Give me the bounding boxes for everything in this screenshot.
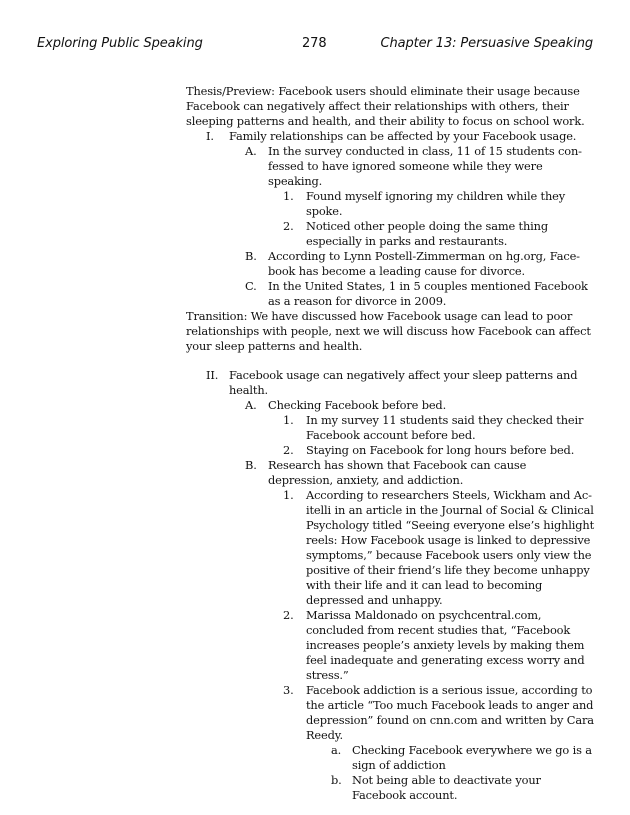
detail-ii-b-3 <box>283 683 594 743</box>
detail-i-a-1 <box>283 189 594 219</box>
detail-ii-b-2 <box>283 608 594 683</box>
detail-ii-a-2-text: Staying on Facebook for long hours before bed. <box>306 443 575 457</box>
detail-ii-b-1-text: According to researchers Steels, Wickham and Acitelli in an article in the Journal of Social & Clinical Psychology titled “Seeing everyone else’s highlight reels: How Facebook usage is linked to depressive symptoms,” because Facebook users only view the positive of their friend’s life they become unhappy with their life and it can lead to becoming depressed and unhappy. <box>306 488 595 607</box>
subpoint-ii-a <box>245 398 594 413</box>
detail-ii-b-1 <box>283 488 594 608</box>
subpoint-ii-a-text: Checking Facebook before bed. <box>268 398 447 412</box>
main-point-ii <box>206 368 594 398</box>
running-header-book-title: Exploring Public Speaking <box>37 36 203 51</box>
running-header-chapter: Chapter 13: Persuasive Speaking <box>380 36 593 51</box>
detail-ii-b-3-marker: 3. <box>283 683 294 697</box>
subpoint-i-a-text: In the survey conducted in class, 11 of 15 students confessed to have ignored someone while they were speaking. <box>268 144 583 188</box>
detail-i-a-2-marker: 2. <box>283 219 294 233</box>
subpoint-i-b <box>245 249 594 279</box>
detail-ii-b-2-text: Marissa Maldonado on psychcentral.com, concluded from recent studies that, “Facebook increases people’s anxiety levels by making them feel inadequate and generating excess worry and stress.” <box>306 608 585 682</box>
detail-ii-b-3-b-marker: b. <box>331 773 342 787</box>
transition-statement: Transition: We have discussed how Facebook usage can lead to poor relationships with people, next we will discuss how Facebook can affect your sleep patterns and health. <box>186 309 591 353</box>
detail-ii-b-2-marker: 2. <box>283 608 294 622</box>
paragraph-gap <box>186 354 594 368</box>
main-point-ii-text: Facebook usage can negatively affect your sleep patterns and health. <box>229 368 578 397</box>
detail-ii-b-3-a-text: Checking Facebook everywhere we go is a sign of addiction <box>352 743 592 772</box>
detail-ii-a-2-marker: 2. <box>283 443 294 457</box>
detail-i-a-2-text: Noticed other people doing the same thing especially in parks and restaurants. <box>306 219 548 248</box>
subpoint-ii-b-text: Research has shown that Facebook can cause depression, anxiety, and addiction. <box>268 458 527 487</box>
detail-ii-a-1-marker: 1. <box>283 413 294 427</box>
detail-ii-b-3-b-text: Not being able to deactivate your Facebook account. <box>352 773 541 802</box>
detail-i-a-1-text: Found myself ignoring my children while they spoke. <box>306 189 566 218</box>
page-number: 278 <box>302 36 327 51</box>
subpoint-i-c <box>245 279 594 309</box>
main-point-ii-marker: II. <box>206 368 219 382</box>
outline-body <box>186 84 594 803</box>
subpoint-i-a-marker: A. <box>245 144 257 158</box>
detail-i-a-1-marker: 1. <box>283 189 294 203</box>
detail-ii-b-1-marker: 1. <box>283 488 294 502</box>
subpoint-i-b-text: According to Lynn Postell-Zimmerman on hg.org, Facebook has become a leading cause for divorce. <box>268 249 581 278</box>
main-point-i <box>206 129 594 144</box>
subpoint-i-b-marker: B. <box>245 249 257 263</box>
detail-ii-b-3-a-marker: a. <box>331 743 342 757</box>
subpoint-ii-b <box>245 458 594 488</box>
subpoint-ii-b-marker: B. <box>245 458 257 472</box>
main-point-i-marker: I. <box>206 129 214 143</box>
detail-i-a-2 <box>283 219 594 249</box>
main-point-i-text: Family relationships can be affected by your Facebook usage. <box>229 129 577 143</box>
detail-ii-a-2 <box>283 443 594 458</box>
detail-ii-b-3-b <box>331 773 594 803</box>
thesis-statement: Thesis/Preview: Facebook users should eliminate their usage because Facebook can negatively affect their relationships with others, their sleeping patterns and health, and their ability to focus on school work. <box>186 84 585 128</box>
detail-ii-b-3-text: Facebook addiction is a serious issue, according to the article “Too much Facebook leads to anger and depression” found on cnn.com and written by Cara Reedy. <box>306 683 594 742</box>
subpoint-i-c-marker: C. <box>245 279 257 293</box>
detail-ii-a-1 <box>283 413 594 443</box>
detail-ii-b-3-a <box>331 743 594 773</box>
subpoint-ii-a-marker: A. <box>245 398 257 412</box>
subpoint-i-a <box>245 144 594 189</box>
detail-ii-a-1-text: In my survey 11 students said they checked their Facebook account before bed. <box>306 413 584 442</box>
subpoint-i-c-text: In the United States, 1 in 5 couples mentioned Facebook as a reason for divorce in 2009. <box>268 279 588 308</box>
